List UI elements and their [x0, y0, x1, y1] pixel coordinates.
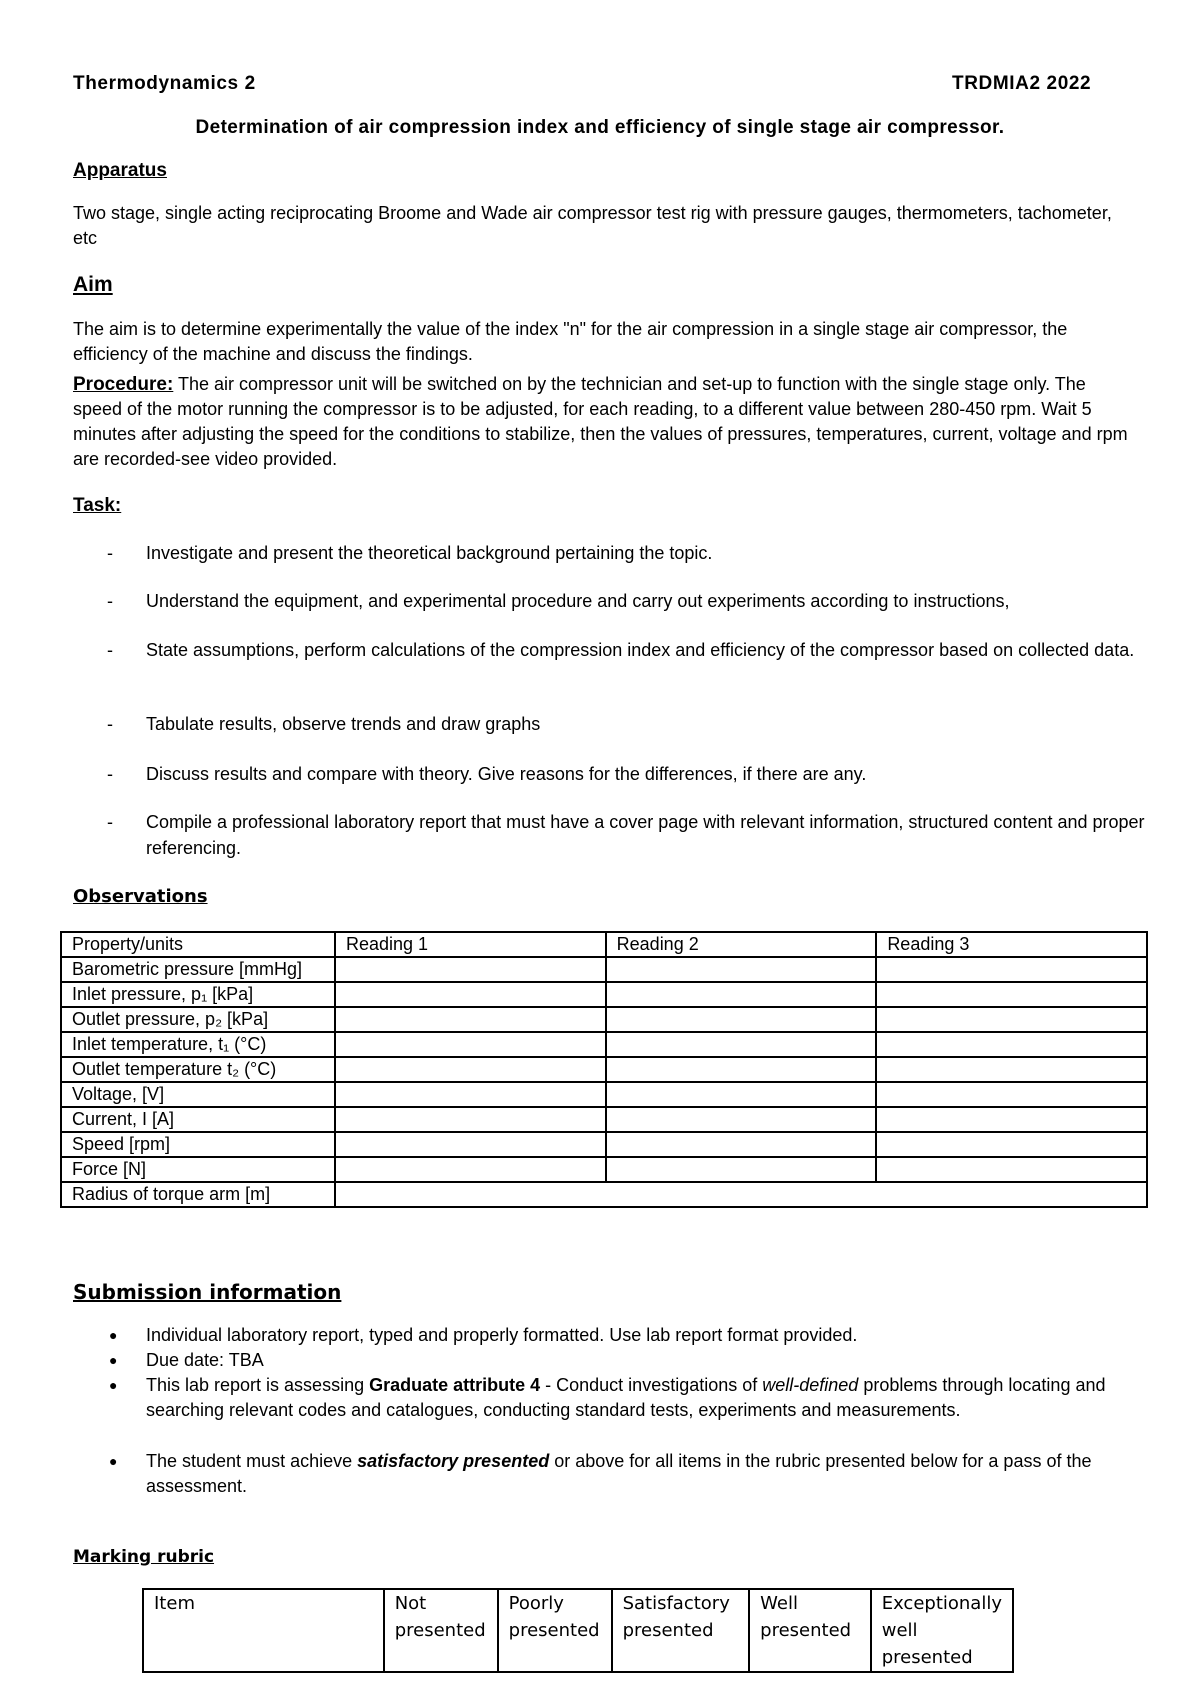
apparatus-heading: Apparatus [73, 160, 167, 181]
property-cell: Voltage, [V] [61, 1082, 335, 1107]
observations-heading: Observations [73, 886, 208, 907]
reading-cell[interactable] [335, 1032, 606, 1057]
column-header: Item [143, 1589, 384, 1672]
property-cell: Outlet pressure, p₂ [kPa] [61, 1007, 335, 1032]
reading-cell[interactable] [876, 957, 1147, 982]
reading-cell[interactable] [876, 1032, 1147, 1057]
course-code: TRDMIA2 2022 [952, 73, 1092, 94]
property-cell: Current, I [A] [61, 1107, 335, 1132]
aim-text: The aim is to determine experimentally the value of the index "n" for the air compression in a single stage air compressor, the efficiency of the machine and discuss the findings. [73, 319, 1068, 364]
property-cell: Inlet temperature, t₁ (°C) [61, 1032, 335, 1057]
document-page: Thermodynamics 2 TRDMIA2 2022 Determination of air compression index and efficiency of single stage air compressor. Apparatus Two stage, single acting reciprocating Broome and Wade air compressor test rig with pressure gauges, thermometers, tachometer, etc Aim The aim is to determine experimentally the value of the index "n" for the air compression in a single stage air compressor, the efficiency of the machine and discuss the findings. Procedure: The air compressor unit will be switched on by the technician and set-up to function with the single stage only. The speed of the motor running the compressor is to be adjusted, for each reading, to a different value between 280-450 rpm. Wait 5 minutes after adjusting the speed for the conditions to stabilize, then the values of pressures, temperatures, current, voltage and rpm are recorded-see video provided. Task: - Investigate and present the theoretical background pertaining the topic. - Understand the equipment, and experimental procedure and carry out experiments according to instructions, - State assumptions, perform calculations of the compression index and efficiency of the compressor based on collected data. - Tabulate results, observe trends and draw graphs - Discuss results and compare with theory. Give reasons for the differences, if there are any. - Compile a professional laboratory report that must have a cover page with relevant information, structured content and proper referencing. Observations Property/units Reading 1 Reading 2 Reading 3 Barometric pressure [mmHg] Inlet pressure, p₁ [kPa] Outlet pressure, p₂ [kPa] Inlet temperature, t₁ (°C) Outlet temperature t₂ (°C) Voltage, [V] Current, I [A] Speed [rpm] Force [N] Radius of torque arm [m] Submission information ● Individual laboratory report, typed and properly formatted. Use lab report format provided. ● Due date: TBA ● This lab report is assessing Graduate attribute 4 - Conduct investigations of well-defined problems through locating and searching relevant codes and catalogues, conducting standard tests, experiments and measurements. ● The student must achieve satisfactory presented or above for all items in the rubric presented below for a pass of the assessment. Marking rubric Item Not presented Poorly presented Satisfactory presented Well presented Exceptionally well presented [0, 0, 1200, 1698]
column-header: Well presented [749, 1589, 871, 1672]
reading-cell[interactable] [335, 957, 606, 982]
table-row [61, 1182, 1147, 1207]
reading-cell[interactable] [335, 1132, 606, 1157]
reading-cell[interactable] [606, 1107, 877, 1132]
observations-table [60, 931, 1148, 1208]
reading-cell[interactable] [876, 1157, 1147, 1182]
apparatus-text: Two stage, single acting reciprocating Broome and Wade air compressor test rig with pressure gauges, thermometers, tachometer, etc [73, 203, 1112, 248]
reading-cell[interactable] [876, 1057, 1147, 1082]
table-row [61, 1057, 1147, 1082]
reading-cell[interactable] [876, 1082, 1147, 1107]
reading-cell[interactable] [335, 1007, 606, 1032]
reading-cell[interactable] [606, 1032, 877, 1057]
property-cell: Barometric pressure [mmHg] [61, 957, 335, 982]
table-header-row [61, 932, 1147, 957]
table-row [61, 957, 1147, 982]
reading-cell[interactable] [876, 1107, 1147, 1132]
property-cell: Speed [rpm] [61, 1132, 335, 1157]
property-cell: Outlet temperature t₂ (°C) [61, 1057, 335, 1082]
column-header: Property/units [61, 932, 335, 957]
submission-heading: Submission information [73, 1280, 342, 1304]
property-cell: Inlet pressure, p₁ [kPa] [61, 982, 335, 1007]
reading-cell[interactable] [335, 1107, 606, 1132]
reading-cell[interactable] [606, 1132, 877, 1157]
column-header: Reading 3 [876, 932, 1147, 957]
reading-cell[interactable] [606, 1057, 877, 1082]
table-header-row [143, 1589, 1013, 1672]
aim-heading: Aim [73, 273, 113, 296]
procedure-heading: Procedure: [73, 374, 174, 395]
table-row [61, 1107, 1147, 1132]
bullet-icon: ● [109, 1377, 118, 1393]
table-row [61, 1132, 1147, 1157]
reading-cell[interactable] [876, 1132, 1147, 1157]
reading-cell[interactable] [606, 1007, 877, 1032]
table-row [61, 1007, 1147, 1032]
document-title: Determination of air compression index and efficiency of single stage air compressor. [195, 117, 1005, 138]
column-header: Satisfactory presented [612, 1589, 750, 1672]
column-header: Reading 1 [335, 932, 606, 957]
table-row [61, 1157, 1147, 1182]
rubric-heading: Marking rubric [73, 1547, 215, 1567]
table-row [61, 982, 1147, 1007]
column-header: Reading 2 [606, 932, 877, 957]
column-header: Not presented [384, 1589, 498, 1672]
table-row [61, 1082, 1147, 1107]
reading-cell[interactable] [335, 1182, 1147, 1207]
reading-cell[interactable] [606, 1082, 877, 1107]
reading-cell[interactable] [335, 1057, 606, 1082]
marking-rubric-table [142, 1588, 1014, 1673]
course-name: Thermodynamics 2 [73, 73, 256, 94]
reading-cell[interactable] [876, 1007, 1147, 1032]
table-row [61, 1032, 1147, 1057]
reading-cell[interactable] [335, 982, 606, 1007]
column-header: Exceptionally well presented [871, 1589, 1013, 1672]
bullet-icon: ● [109, 1453, 118, 1469]
property-cell: Radius of torque arm [m] [61, 1182, 335, 1207]
reading-cell[interactable] [606, 957, 877, 982]
reading-cell[interactable] [606, 982, 877, 1007]
bullet-icon: ● [109, 1352, 118, 1368]
bullet-icon: ● [109, 1327, 118, 1343]
column-header: Poorly presented [498, 1589, 612, 1672]
procedure-paragraph [73, 372, 1138, 472]
reading-cell[interactable] [335, 1082, 606, 1107]
property-cell: Force [N] [61, 1157, 335, 1182]
reading-cell[interactable] [876, 982, 1147, 1007]
reading-cell[interactable] [606, 1157, 877, 1182]
procedure-text: The air compressor unit will be switched on by the technician and set-up to function with the single stage only. The speed of the motor running the compressor is to be adjusted, for each reading, to a different value between 280-450 rpm. Wait 5 minutes after adjusting the speed for the conditions to stabilize, then the values of pressures, temperatures, current, voltage and rpm are recorded-see video provided. [73, 374, 1128, 469]
reading-cell[interactable] [335, 1157, 606, 1182]
task-heading: Task: [73, 495, 122, 516]
